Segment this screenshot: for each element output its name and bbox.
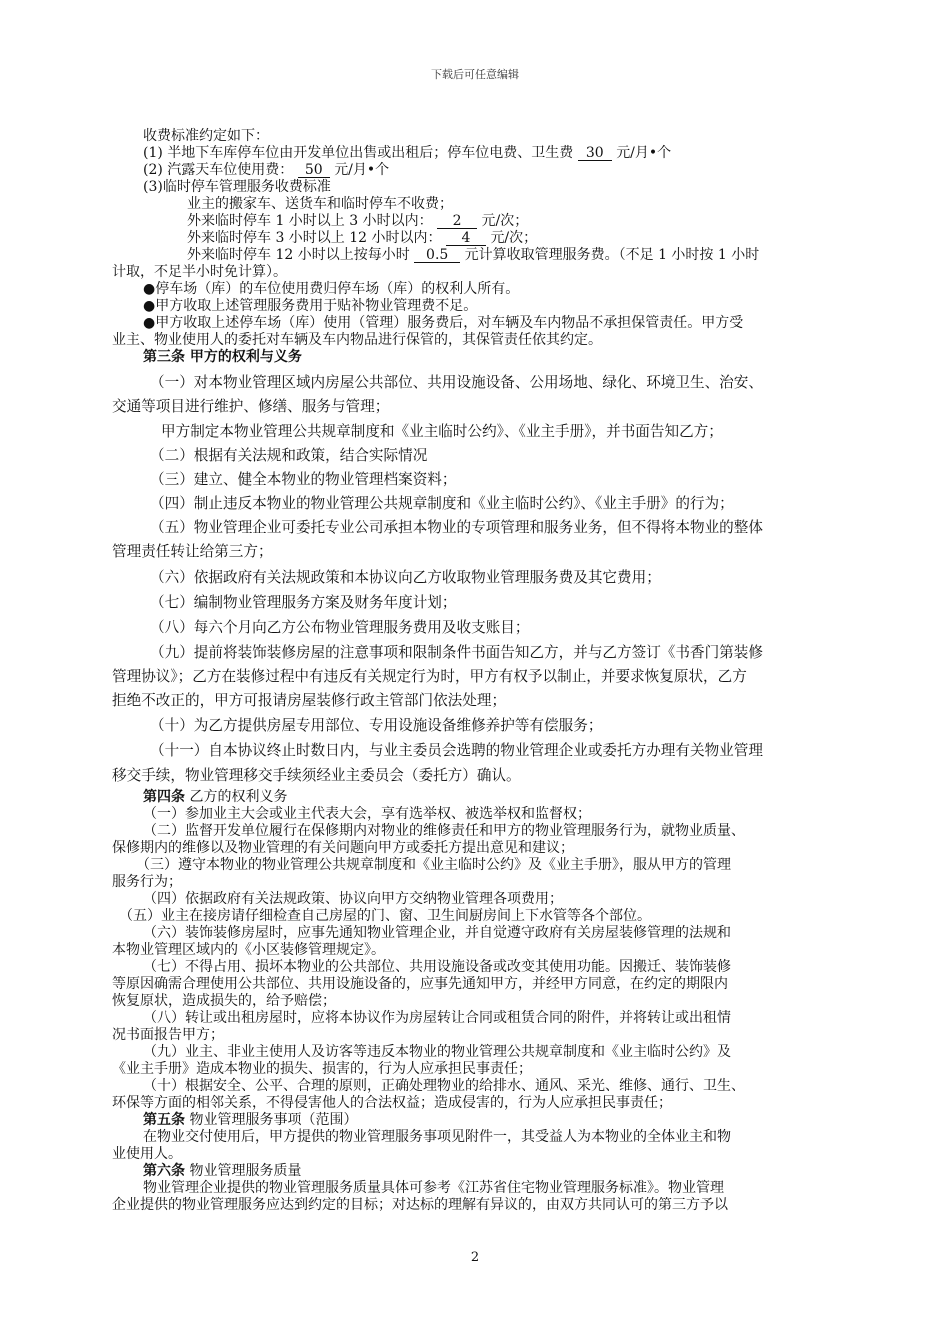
article-3-clause: （七）编制物业管理服务方案及财务年度计划； [150, 594, 457, 611]
article-5-text: 业使用人。 [112, 1146, 182, 1162]
article-4-clause: （三）遵守本物业的物业管理公共规章制度和《业主临时公约》及《业主手册》，服从甲方的管理 [136, 857, 731, 873]
temp-parking-3-text: 外来临时停车 3 小时以上 12 小时以内： [187, 230, 442, 246]
fee-item-2 [143, 162, 389, 179]
article-4-clause: （六）装饰装修房屋时，应事先通知物业管理企业，并自觉遵守政府有关房屋装修管理的法规和 [143, 925, 731, 941]
article-3-clause: （三）建立、健全本物业的物业管理档案资料； [150, 471, 457, 488]
temp-parking-4-unit: 元计算收取管理服务费。（不足 1 小时按 1 小时 [464, 247, 760, 263]
article-3-title: 第三条 甲方的权利与义务 [143, 349, 302, 365]
article-3-clause: （一）对本物业管理区域内房屋公共部位、共用设施设备、公用场地、绿化、环境卫生、治安、 [150, 374, 763, 391]
temp-parking-2-value: 2 [437, 214, 477, 229]
article-3-clause: （二）根据有关法规和政策，结合实际情况 [150, 447, 428, 464]
temp-parking-2 [187, 213, 528, 230]
temp-parking-4-cont: 计取，不足半小时免计算）。 [112, 264, 287, 280]
fee-item-2-text: (2) 汽露天车位使用费： [143, 162, 294, 178]
article-6-heading: 物业管理服务质量 [185, 1163, 302, 1179]
article-4-clause: 本物业管理区域内的《小区装修管理规定》。 [112, 942, 385, 958]
article-4-clause: 服务行为； [112, 874, 182, 890]
fee-item-2-unit: 元/月•个 [334, 162, 390, 178]
article-3-clause: （十）为乙方提供房屋专用部位、专用设施设备维修养护等有偿服务； [150, 717, 603, 734]
fee-item-1 [143, 145, 671, 162]
fee-item-1-unit: 元/月•个 [616, 145, 672, 161]
article-3-clause: 管理责任转让给第三方； [112, 543, 273, 560]
temp-parking-3-value: 4 [446, 231, 486, 246]
temp-parking-2-unit: 元/次； [481, 213, 529, 229]
article-4-clause: 况书面报告甲方； [112, 1027, 224, 1043]
article-3-clause: （八）每六个月向乙方公布物业管理服务费用及收支账目； [150, 619, 530, 636]
article-3-clause: 拒绝不改正的，甲方可报请房屋装修行政主管部门依法处理； [112, 692, 507, 709]
article-6-text: 企业提供的物业管理服务应达到约定的目标；对达标的理解有异议的，由双方共同认可的第三方予以 [112, 1197, 728, 1213]
article-3-clause: （六）依据政府有关法规政策和本协议向乙方收取物业管理服务费及其它费用； [150, 569, 661, 586]
temp-parking-3-unit: 元/次； [490, 230, 538, 246]
article-3-clause: （四）制止违反本物业的物业管理公共规章制度和《业主临时公约》、《业主手册》的行为； [150, 495, 734, 512]
article-3-clause: 交通等项目进行维护、修缮、服务与管理； [112, 398, 390, 415]
fee-item-1-value: 30 [578, 146, 612, 161]
article-4-clause: （十）根据安全、公平、合理的原则，正确处理物业的给排水、通风、采光、维修、通行、卫生、 [143, 1078, 745, 1094]
fee-item-2-value: 50 [298, 163, 330, 178]
article-4-clause: 《业主手册》造成本物业的损失、损害的，行为人应承担民事责任； [112, 1061, 532, 1077]
article-4-heading: 乙方的权利义务 [185, 789, 288, 805]
article-4-clause: （八）转让或出租房屋时，应将本协议作为房屋转让合同或租赁合同的附件，并将转让或出租情 [143, 1010, 731, 1026]
article-5-number: 第五条 [143, 1112, 185, 1128]
article-3-clause: （九）提前将装饰装修房屋的注意事项和限制条件书面告知乙方，并与乙方签订《书香门第装修 [150, 644, 763, 661]
article-6-text: 物业管理企业提供的物业管理服务质量具体可参考《江苏省住宅物业管理服务标准》。物业管理 [143, 1180, 724, 1196]
article-4-clause: （五）业主在接房请仔细检查自己房屋的门、窗、卫生间厨房间上下水管等各个部位。 [119, 908, 651, 924]
article-3-clause: 移交手续，物业管理移交手续须经业主委员会（委托方）确认。 [112, 767, 521, 784]
article-4-title [143, 789, 287, 806]
bullet-3-line-2: 业主、物业使用人的委托对车辆及车内物品进行保管的，其保管责任依其约定。 [112, 332, 602, 348]
article-3-clause: （十一）自本协议终止时数日内，与业主委员会选聘的物业管理企业或委托方办理有关物业管理 [150, 742, 763, 759]
article-6-title [143, 1163, 301, 1180]
bullet-2: ●甲方收取上述管理服务费用于贴补物业管理费不足。 [143, 298, 478, 314]
article-4-clause: （九）业主、非业主使用人及访客等违反本物业的物业管理公共规章制度和《业主临时公约》及 [143, 1044, 731, 1060]
article-3-clause: 管理协议》；乙方在装修过程中有违反有关规定行为时，甲方有权予以制止，并要求恢复原状，乙方 [112, 668, 747, 685]
article-3-clause: 甲方制定本物业管理公共规章制度和《业主临时公约》、《业主手册》，并书面告知乙方； [161, 423, 723, 440]
page-header: 下载后可任意编辑 [431, 68, 519, 81]
fees-intro: 收费标准约定如下： [143, 128, 269, 144]
article-4-clause: （一）参加业主大会或业主代表大会，享有选举权、被选举权和监督权； [143, 806, 591, 822]
article-5-title [143, 1112, 357, 1129]
article-4-number: 第四条 [143, 789, 185, 805]
article-4-clause: （四）依据政府有关法规政策、协议向甲方交纳物业管理各项费用； [143, 891, 563, 907]
article-4-clause: 等原因确需合理使用公共部位、共用设施设备的，应事先通知甲方，并经甲方同意，在约定的期限内 [112, 976, 728, 992]
bullet-3-line-1: ●甲方收取上述停车场（库）使用（管理）服务费后，对车辆及车内物品不承担保管责任。甲方受 [143, 315, 744, 331]
page-number: 2 [470, 1250, 480, 1265]
article-4-clause: （七）不得占用、损坏本物业的公共部位、共用设施设备或改变其使用功能。因搬迁、装饰装修 [143, 959, 731, 975]
fee-item-3: (3)临时停车管理服务收费标准 [143, 179, 331, 195]
fee-item-1-text: (1) 半地下车库停车位由开发单位出售或出租后；停车位电费、卫生费 [143, 145, 574, 161]
temp-parking-2-text: 外来临时停车 1 小时以上 3 小时以内： [187, 213, 433, 229]
temp-parking-1: 业主的搬家车、送货车和临时停车不收费； [187, 196, 453, 212]
article-4-clause: 环保等方面的相邻关系，不得侵害他人的合法权益；造成侵害的，行为人应承担民事责任； [112, 1095, 672, 1111]
article-6-number: 第六条 [143, 1163, 185, 1179]
bullet-1: ●停车场（库）的车位使用费归停车场（库）的权利人所有。 [143, 281, 520, 297]
article-5-text: 在物业交付使用后，甲方提供的物业管理服务事项见附件一，其受益人为本物业的全体业主和物 [143, 1129, 731, 1145]
temp-parking-4-text: 外来临时停车 12 小时以上按每小时 [187, 247, 410, 263]
article-3-clause: （五）物业管理企业可委托专业公司承担本物业的专项管理和服务业务，但不得将本物业的整体 [150, 519, 763, 536]
article-4-clause: （二）监督开发单位履行在保修期内对物业的维修责任和甲方的物业管理服务行为，就物业质量、 [143, 823, 745, 839]
article-4-clause: 保修期内的维修以及物业管理的有关问题向甲方或委托方提出意见和建议； [112, 840, 574, 856]
temp-parking-4 [187, 247, 759, 264]
article-4-clause: 恢复原状，造成损失的，给予赔偿； [112, 993, 336, 1009]
temp-parking-3 [187, 230, 537, 247]
temp-parking-4-value: 0.5 [414, 248, 460, 263]
article-5-heading: 物业管理服务事项（范围） [185, 1112, 358, 1128]
